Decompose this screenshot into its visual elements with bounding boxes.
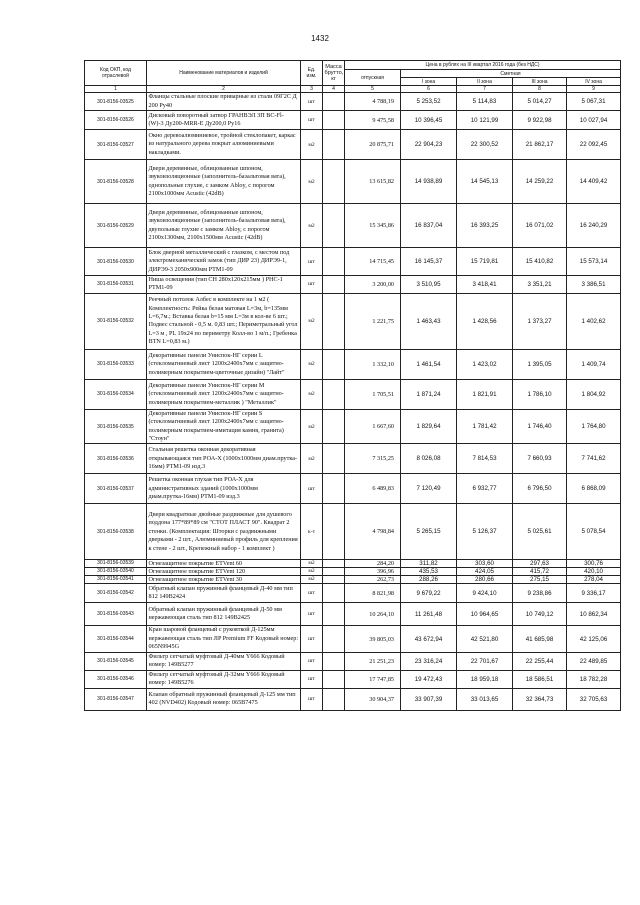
table-row	[85, 444, 621, 474]
row-release-price: 14 715,45	[345, 248, 401, 276]
row-zone-2-price: 10 121,99	[457, 111, 513, 130]
row-zone-3-price: 5 014,27	[513, 93, 567, 111]
row-zone-4-price: 14 409,42	[567, 160, 621, 204]
row-unit: м2	[301, 576, 323, 584]
row-zone-1-price: 1 871,24	[401, 379, 457, 409]
row-code: 301-8156-03540	[85, 568, 147, 576]
row-weight	[323, 576, 345, 584]
row-zone-1-price: 5 265,15	[401, 504, 457, 560]
row-code: 301-8156-03544	[85, 626, 147, 652]
row-release-price: 20 875,71	[345, 130, 401, 160]
row-weight	[323, 93, 345, 111]
row-unit: м2	[301, 160, 323, 204]
row-weight	[323, 603, 345, 626]
row-name: Реечный потолок Албес в комплекте на 1 м2 ( Комплектность: Рейка белая матовая L=3м, b=135мм L=6,7м.; Вставка белая b=15 мм L=3м в кол-ве 6 шт.; Подвес стальной - 0,5 м. 0,83 шт.; Периметральный угол L=3 м , PL 19х24 по периметру Колл-во 1 м/п.; Гребенка BTN L=0,83 м.)	[147, 293, 301, 349]
header-code: Код ОКП, код отраслевой	[85, 61, 147, 86]
row-release-price: 21 251,23	[345, 652, 401, 670]
row-weight	[323, 670, 345, 688]
row-unit: шт	[301, 603, 323, 626]
page-number: 1432	[311, 34, 329, 43]
row-name: Ниша освещения (тип СН 280х120х215мм ) РНС-1 РТМ1-09	[147, 276, 301, 294]
row-zone-2-price: 5 126,37	[457, 504, 513, 560]
row-zone-3-price: 7 660,93	[513, 444, 567, 474]
row-zone-1-price: 1 461,54	[401, 349, 457, 379]
row-unit: шт	[301, 670, 323, 688]
header-zone-1: I зона	[401, 78, 457, 86]
row-zone-3-price: 275,15	[513, 576, 567, 584]
row-unit: шт	[301, 652, 323, 670]
row-weight	[323, 248, 345, 276]
row-unit: шт	[301, 584, 323, 603]
row-zone-1-price: 9 679,22	[401, 584, 457, 603]
table-row	[85, 204, 621, 248]
row-zone-2-price: 303,60	[457, 560, 513, 568]
row-weight	[323, 584, 345, 603]
table-row	[85, 474, 621, 504]
row-zone-3-price: 1 746,40	[513, 409, 567, 444]
row-zone-2-price: 1 821,91	[457, 379, 513, 409]
row-name: Фланцы стальные плоские приварные из стали 09Г2С Д 200 Ру40	[147, 93, 301, 111]
row-unit: шт	[301, 111, 323, 130]
row-name: Декоративные панели Униспок-НГ серии L (стекломагниевый лист 1200х2400х7мм с защитно-полимерным покрытием-цветочные дизайн) "Лайт"	[147, 349, 301, 379]
row-zone-2-price: 33 013,65	[457, 688, 513, 710]
row-release-price: 13 615,82	[345, 160, 401, 204]
row-zone-4-price: 32 705,63	[567, 688, 621, 710]
row-name: Огнезащитное покрытие ETVent 30	[147, 576, 301, 584]
row-zone-1-price: 16 145,37	[401, 248, 457, 276]
table-row	[85, 560, 621, 568]
row-zone-1-price: 33 907,39	[401, 688, 457, 710]
row-weight	[323, 276, 345, 294]
row-weight	[323, 130, 345, 160]
row-code: 301-8156-03528	[85, 160, 147, 204]
row-release-price: 1 667,60	[345, 409, 401, 444]
table-row	[85, 293, 621, 349]
table-row	[85, 670, 621, 688]
row-name: Обратный клапан пружинный фланцевый Д-50 мм нержавеющая сталь тип 812 149В2425	[147, 603, 301, 626]
row-release-price: 10 264,10	[345, 603, 401, 626]
row-weight	[323, 293, 345, 349]
row-code: 301-8156-03536	[85, 444, 147, 474]
row-zone-4-price: 18 782,28	[567, 670, 621, 688]
row-code: 301-8156-03537	[85, 474, 147, 504]
row-weight	[323, 560, 345, 568]
row-unit: м2	[301, 293, 323, 349]
row-weight	[323, 688, 345, 710]
row-zone-3-price: 415,72	[513, 568, 567, 576]
row-unit: шт	[301, 688, 323, 710]
row-zone-4-price: 1 409,74	[567, 349, 621, 379]
table-row	[85, 504, 621, 560]
header-estimate: Сметная	[401, 70, 621, 78]
row-release-price: 3 200,00	[345, 276, 401, 294]
row-weight	[323, 652, 345, 670]
row-code: 301-8156-03532	[85, 293, 147, 349]
row-code: 301-8156-03533	[85, 349, 147, 379]
row-name: Блок дверной металлический с глазком, с местом под электромеханический замок (тип ДИР 23) ДИРЭ9-1, ДИРЭ9-3 2050х900мм РТМ1-09	[147, 248, 301, 276]
row-weight	[323, 504, 345, 560]
row-release-price: 284,20	[345, 560, 401, 568]
price-table	[84, 60, 621, 711]
row-weight	[323, 111, 345, 130]
row-zone-4-price: 420,10	[567, 568, 621, 576]
row-name: Дисковый поворотный затвор ГРАНВЭЛ ЗП ВС-Fl-(W)-3 Ду200-MRR-E Ду200,0 Ру16	[147, 111, 301, 130]
row-name: Фильтр сетчатый муфтовый Д-32мм Y666 Кодовый номер: 149В5276	[147, 670, 301, 688]
row-code: 301-8156-03545	[85, 652, 147, 670]
row-zone-2-price: 424,05	[457, 568, 513, 576]
row-zone-2-price: 1 428,56	[457, 293, 513, 349]
row-weight	[323, 626, 345, 652]
row-zone-3-price: 22 255,44	[513, 652, 567, 670]
row-zone-2-price: 16 393,25	[457, 204, 513, 248]
row-release-price: 396,96	[345, 568, 401, 576]
row-unit: шт	[301, 93, 323, 111]
row-name: Огнезащитное покрытие ETVent 120	[147, 568, 301, 576]
row-zone-4-price: 3 386,51	[567, 276, 621, 294]
row-zone-1-price: 22 904,23	[401, 130, 457, 160]
row-zone-2-price: 42 521,80	[457, 626, 513, 652]
row-code: 301-8156-03535	[85, 409, 147, 444]
column-number: 8	[513, 86, 567, 93]
row-release-price: 6 489,83	[345, 474, 401, 504]
row-zone-4-price: 278,04	[567, 576, 621, 584]
row-zone-1-price: 3 510,95	[401, 276, 457, 294]
row-unit: шт	[301, 248, 323, 276]
row-zone-4-price: 9 336,17	[567, 584, 621, 603]
row-weight	[323, 444, 345, 474]
row-zone-4-price: 6 868,09	[567, 474, 621, 504]
row-zone-2-price: 22 300,52	[457, 130, 513, 160]
row-zone-1-price: 5 253,52	[401, 93, 457, 111]
row-zone-4-price: 10 027,94	[567, 111, 621, 130]
row-unit: м2	[301, 130, 323, 160]
row-zone-3-price: 3 351,21	[513, 276, 567, 294]
row-zone-3-price: 9 922,98	[513, 111, 567, 130]
row-zone-3-price: 16 071,02	[513, 204, 567, 248]
row-name: Огнезащитное покрытие ETVent 60	[147, 560, 301, 568]
row-release-price: 8 821,98	[345, 584, 401, 603]
row-zone-3-price: 6 796,50	[513, 474, 567, 504]
row-code: 301-8156-03526	[85, 111, 147, 130]
row-name: Окно деревоалюминиевое, тройной стеклопакет, каркас из натурального дерева покрыт алюминиевыми накладками.	[147, 130, 301, 160]
row-weight	[323, 409, 345, 444]
row-name: Фильтр сетчатый муфтовый Д-40мм Y666 Кодовый номер: 149В5277	[147, 652, 301, 670]
table-row	[85, 688, 621, 710]
row-code: 301-8156-03547	[85, 688, 147, 710]
header-zone-4: IV зона	[567, 78, 621, 86]
column-number: 3	[301, 86, 323, 93]
row-zone-3-price: 1 373,27	[513, 293, 567, 349]
row-name: Двери квадратные двойные раздвижные для душевого поддона 177*89*89 см "СТОТ ПЛАСТ 90". Квадрат 2 стенки. (Комплектация: Шторки с раздвижными дверками - 2 шт., Алюминиевый профиль для крепления к стене - 2 шт., Крепежный набор - 1 комплект )	[147, 504, 301, 560]
table-row	[85, 626, 621, 652]
row-code: 301-8156-03538	[85, 504, 147, 560]
row-release-price: 1 705,51	[345, 379, 401, 409]
row-weight	[323, 160, 345, 204]
row-unit: м2	[301, 379, 323, 409]
row-code: 301-8156-03530	[85, 248, 147, 276]
row-zone-2-price: 18 959,18	[457, 670, 513, 688]
column-number: 7	[457, 86, 513, 93]
header-name: Наименование материалов и изделий	[147, 61, 301, 86]
row-zone-1-price: 10 396,45	[401, 111, 457, 130]
column-number: 2	[147, 86, 301, 93]
row-zone-2-price: 1 423,02	[457, 349, 513, 379]
row-zone-1-price: 23 316,24	[401, 652, 457, 670]
row-zone-1-price: 19 472,43	[401, 670, 457, 688]
header-zone-3: III зона	[513, 78, 567, 86]
row-zone-2-price: 15 719,81	[457, 248, 513, 276]
column-number: 4	[323, 86, 345, 93]
column-number: 9	[567, 86, 621, 93]
row-release-price: 262,73	[345, 576, 401, 584]
row-zone-3-price: 14 259,22	[513, 160, 567, 204]
column-number: 6	[401, 86, 457, 93]
row-zone-3-price: 5 025,61	[513, 504, 567, 560]
row-zone-3-price: 10 749,12	[513, 603, 567, 626]
row-name: Декоративные панели Униспок-НГ серии М (стекломагниевый лист 1200х2400х7мм с защитно-полимерным покрытием-металлик ) "Металлик"	[147, 379, 301, 409]
row-zone-3-price: 21 862,17	[513, 130, 567, 160]
row-unit: шт	[301, 474, 323, 504]
row-release-price: 4 788,19	[345, 93, 401, 111]
row-name: Клапан обратный пружинный фланцевый Д-125 мм тип 402 (NVD402) Кодовый номер: 065В7475	[147, 688, 301, 710]
row-code: 301-8156-03546	[85, 670, 147, 688]
row-zone-3-price: 1 786,10	[513, 379, 567, 409]
table-row	[85, 603, 621, 626]
row-zone-4-price: 5 067,31	[567, 93, 621, 111]
row-zone-4-price: 22 092,45	[567, 130, 621, 160]
row-weight	[323, 349, 345, 379]
row-zone-2-price: 22 701,67	[457, 652, 513, 670]
row-zone-1-price: 43 672,94	[401, 626, 457, 652]
row-zone-3-price: 32 364,73	[513, 688, 567, 710]
table-row	[85, 111, 621, 130]
row-zone-4-price: 300,76	[567, 560, 621, 568]
row-zone-4-price: 10 862,34	[567, 603, 621, 626]
table-row	[85, 276, 621, 294]
row-zone-2-price: 14 545,13	[457, 160, 513, 204]
row-code: 301-8156-03529	[85, 204, 147, 248]
row-unit: м2	[301, 349, 323, 379]
row-code: 301-8156-03542	[85, 584, 147, 603]
row-zone-3-price: 15 410,82	[513, 248, 567, 276]
row-zone-3-price: 1 395,05	[513, 349, 567, 379]
table-row	[85, 652, 621, 670]
row-code: 301-8156-03541	[85, 576, 147, 584]
row-zone-2-price: 280,66	[457, 576, 513, 584]
header-weight: Масса брутто, кг	[323, 61, 345, 86]
row-zone-2-price: 1 781,42	[457, 409, 513, 444]
row-zone-2-price: 3 418,41	[457, 276, 513, 294]
row-release-price: 4 798,84	[345, 504, 401, 560]
row-name: Обратный клапан пружинный фланцевый Д-40 мм тип 812 149В2424	[147, 584, 301, 603]
row-zone-3-price: 18 586,51	[513, 670, 567, 688]
row-unit: к-т	[301, 504, 323, 560]
row-zone-2-price: 7 814,53	[457, 444, 513, 474]
row-code: 301-8156-03527	[85, 130, 147, 160]
row-zone-2-price: 5 114,83	[457, 93, 513, 111]
row-unit: м2	[301, 444, 323, 474]
row-unit: м2	[301, 409, 323, 444]
row-name: Стальная решетка оконная декоративная открывающаяся тип РОА-Х (1000х1000мм диам.прутка- 16мм) РТМ1-09 изд.3	[147, 444, 301, 474]
row-zone-1-price: 7 120,49	[401, 474, 457, 504]
column-number: 1	[85, 86, 147, 93]
row-unit: м2	[301, 560, 323, 568]
table-row	[85, 130, 621, 160]
row-code: 301-8156-03534	[85, 379, 147, 409]
table-row	[85, 349, 621, 379]
row-code: 301-8156-03539	[85, 560, 147, 568]
row-code: 301-8156-03525	[85, 93, 147, 111]
row-release-price: 1 221,75	[345, 293, 401, 349]
table-row	[85, 576, 621, 584]
row-zone-1-price: 14 938,89	[401, 160, 457, 204]
header-price-group: Цена в рублях на III квартал 2016 года (без НДС)	[345, 61, 621, 70]
row-zone-4-price: 7 741,62	[567, 444, 621, 474]
table-row	[85, 568, 621, 576]
table-row	[85, 584, 621, 603]
row-zone-1-price: 8 026,08	[401, 444, 457, 474]
row-zone-2-price: 10 964,65	[457, 603, 513, 626]
row-zone-3-price: 9 238,86	[513, 584, 567, 603]
row-zone-4-price: 22 489,85	[567, 652, 621, 670]
row-zone-1-price: 1 829,64	[401, 409, 457, 444]
row-release-price: 39 805,03	[345, 626, 401, 652]
row-zone-4-price: 1 402,62	[567, 293, 621, 349]
row-zone-4-price: 16 240,29	[567, 204, 621, 248]
row-weight	[323, 474, 345, 504]
row-zone-2-price: 6 932,77	[457, 474, 513, 504]
table-row	[85, 160, 621, 204]
row-name: Декоративные панели Униспок-НГ серии S (стекломагниевый лист 1200х2400х7мм с защитно-полимерным покрытием-имитация камня, гранита) "Стоун"	[147, 409, 301, 444]
row-zone-3-price: 297,63	[513, 560, 567, 568]
row-unit: шт	[301, 626, 323, 652]
row-unit: шт	[301, 276, 323, 294]
row-unit: м2	[301, 204, 323, 248]
row-zone-3-price: 41 685,98	[513, 626, 567, 652]
table-row	[85, 409, 621, 444]
header-unit: Ед. изм.	[301, 61, 323, 86]
column-number: 5	[345, 86, 401, 93]
row-release-price: 9 475,58	[345, 111, 401, 130]
row-code: 301-8156-03531	[85, 276, 147, 294]
row-release-price: 17 747,85	[345, 670, 401, 688]
header-release: отпускная	[345, 70, 401, 86]
row-zone-4-price: 1 764,80	[567, 409, 621, 444]
row-zone-1-price: 1 463,43	[401, 293, 457, 349]
row-zone-1-price: 311,82	[401, 560, 457, 568]
row-zone-1-price: 16 837,04	[401, 204, 457, 248]
row-zone-1-price: 435,53	[401, 568, 457, 576]
header-zone-2: II зона	[457, 78, 513, 86]
row-release-price: 7 315,25	[345, 444, 401, 474]
row-release-price: 15 345,86	[345, 204, 401, 248]
row-zone-4-price: 15 573,14	[567, 248, 621, 276]
row-release-price: 1 332,10	[345, 349, 401, 379]
row-weight	[323, 568, 345, 576]
column-numbers-row	[85, 86, 621, 93]
row-zone-1-price: 11 261,48	[401, 603, 457, 626]
row-name: Решетка оконная глухая тип РОА-Х для административных зданий (1000х1000мм диам.прутка-16мм) РТМ1-09 изд.3	[147, 474, 301, 504]
row-zone-2-price: 9 424,10	[457, 584, 513, 603]
row-name: Кран шаровой фланцевый с рукояткой Д-125мм нержавеющая сталь тип JIP Premium FF Кодовый номер: 065N9945G	[147, 626, 301, 652]
table-row	[85, 379, 621, 409]
table-row	[85, 248, 621, 276]
row-weight	[323, 204, 345, 248]
row-code: 301-8156-03543	[85, 603, 147, 626]
row-release-price: 30 904,37	[345, 688, 401, 710]
row-zone-4-price: 42 125,06	[567, 626, 621, 652]
row-zone-1-price: 288,26	[401, 576, 457, 584]
row-name: Двери деревянные, облицованные шпоном, звукоизоляционные (заполнитель-базальтовая вата), двупольные глухие с замком Abloy, с порогом 2100х1300мм, 2100х1500мм Acustic (42dB)	[147, 204, 301, 248]
row-zone-4-price: 1 804,92	[567, 379, 621, 409]
row-unit: м2	[301, 568, 323, 576]
table-body	[85, 93, 621, 711]
row-weight	[323, 379, 345, 409]
row-zone-4-price: 5 078,54	[567, 504, 621, 560]
row-name: Двери деревянные, облицованные шпоном, звукоизоляционные (заполнитель-базальтовая вата), однопольные глухие, с замком Abloy, с порогом 2100х1000мм Acustic (42dB)	[147, 160, 301, 204]
table-row	[85, 93, 621, 111]
